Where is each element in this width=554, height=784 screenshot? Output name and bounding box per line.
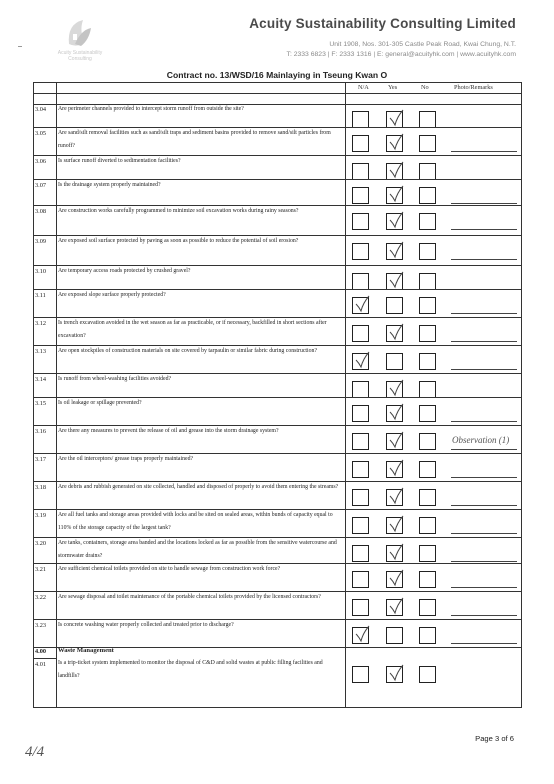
section-number: 4.00: [35, 648, 47, 655]
checkbox-na[interactable]: [352, 187, 369, 204]
question-text: Are open stockpiles of construction materials on site covered by tarpaulin or similar fabric during construction?: [58, 348, 318, 354]
checkbox-na[interactable]: [352, 213, 369, 230]
tick-mark-icon: [388, 379, 404, 397]
tick-mark-icon: [354, 625, 370, 643]
tick-mark-icon: [388, 323, 404, 341]
row-number: 3.19: [35, 512, 47, 519]
row-number: 3.18: [35, 484, 47, 491]
col-divider: [56, 82, 57, 708]
question-text: Are exposed slope surface properly protected?: [58, 292, 166, 298]
remarks-line[interactable]: [451, 259, 517, 260]
handwritten-page-count: 4/4: [25, 744, 45, 760]
question-text: Are tanks, containers, storage area banded and the locations locked as far as possible from the sensitive watercourse and stormwater drains?: [58, 540, 337, 559]
question-text: Are all fuel tanks and storage areas provided with locks and be sited on sealed areas, within bunds of capacity equal to 110% of the storage capacity of the largest tank?: [58, 512, 333, 531]
question-text: Is runoff from wheel-washing facilities avoided?: [58, 376, 172, 382]
checkbox-no[interactable]: [419, 433, 436, 450]
remarks-line[interactable]: [451, 505, 517, 506]
checkbox-yes[interactable]: [386, 243, 403, 260]
checkbox-no[interactable]: [419, 599, 436, 616]
row-number: 4.01: [35, 661, 47, 668]
checkbox-no[interactable]: [419, 571, 436, 588]
tick-mark-icon: [388, 211, 404, 229]
checkbox-no[interactable]: [419, 213, 436, 230]
checkbox-yes[interactable]: [386, 325, 403, 342]
checkbox-yes[interactable]: [386, 433, 403, 450]
checkbox-na[interactable]: [352, 461, 369, 478]
checkbox-na[interactable]: [352, 599, 369, 616]
remarks-line[interactable]: [451, 203, 517, 204]
checkbox-na[interactable]: [352, 405, 369, 422]
col-na: N/A: [358, 84, 369, 91]
tick-mark-icon: [388, 403, 404, 421]
remarks-line[interactable]: [451, 341, 517, 342]
tick-mark-icon: [388, 241, 404, 259]
logo-text: Acuity Sustainability Consulting: [57, 50, 103, 62]
contract-title: Contract no. 13/WSD/16 Mainlaying in Tseung Kwan O: [166, 70, 388, 80]
tick-mark-icon: [388, 271, 404, 289]
tick-mark-icon: [388, 431, 404, 449]
checkbox-no[interactable]: [419, 381, 436, 398]
tick-mark-icon: [354, 351, 370, 369]
checkbox-yes[interactable]: [386, 187, 403, 204]
question-text: Is a trip-ticket system implemented to monitor the disposal of C&D and solid wastes at public filling facilities and landfills?: [58, 660, 323, 679]
col-divider: [345, 82, 346, 708]
tick-mark-icon: [388, 597, 404, 615]
tick-mark-icon: [388, 459, 404, 477]
question-text: Is the drainage system properly maintained?: [58, 182, 161, 188]
tick-mark-icon: [388, 109, 404, 127]
checkbox-no[interactable]: [419, 243, 436, 260]
checkbox-yes[interactable]: [386, 489, 403, 506]
checkbox-na[interactable]: [352, 627, 369, 644]
remarks-line[interactable]: [451, 151, 517, 152]
row-number: 3.07: [35, 182, 47, 189]
checkbox-no[interactable]: [419, 517, 436, 534]
question-text: Are perimeter channels provided to intercept storm runoff from outside the site?: [58, 106, 244, 112]
question-text: Are debris and rubbish generated on site collected, handled and disposed of properly to avoid them entering the streams?: [58, 484, 339, 490]
checkbox-na[interactable]: [352, 163, 369, 180]
row-number: 3.08: [35, 208, 47, 215]
row-number: 3.04: [35, 106, 47, 113]
row-number: 3.11: [35, 292, 46, 299]
checkbox-no[interactable]: [419, 135, 436, 152]
checkbox-yes[interactable]: [386, 545, 403, 562]
checkbox-na[interactable]: [352, 325, 369, 342]
section-title: Waste Management: [58, 647, 114, 654]
checkbox-na[interactable]: [352, 545, 369, 562]
checkbox-yes[interactable]: [386, 666, 403, 683]
question-text: Is concrete washing water properly collected and treated prior to discharge?: [58, 622, 234, 628]
row-number: 3.10: [35, 268, 47, 275]
remarks-line[interactable]: [451, 229, 517, 230]
checkbox-na[interactable]: [352, 111, 369, 128]
row-number: 3.13: [35, 348, 47, 355]
checkbox-no[interactable]: [419, 627, 436, 644]
remarks-line[interactable]: [451, 615, 517, 616]
row-number: 3.16: [35, 428, 47, 435]
row-number: 3.17: [35, 456, 47, 463]
tick-mark-icon: [388, 161, 404, 179]
col-yes: Yes: [388, 84, 398, 91]
checkbox-no[interactable]: [419, 666, 436, 683]
remarks-line[interactable]: [451, 421, 517, 422]
page-number: Page 3 of 6: [475, 734, 514, 743]
row-number: 3.22: [35, 594, 47, 601]
checkbox-yes[interactable]: [386, 353, 403, 370]
remarks-line[interactable]: [451, 533, 517, 534]
checkbox-no[interactable]: [419, 111, 436, 128]
remarks-line[interactable]: [451, 449, 517, 450]
checkbox-na[interactable]: [352, 433, 369, 450]
checklist-table: [33, 82, 522, 708]
checkbox-no[interactable]: [419, 545, 436, 562]
checkbox-na[interactable]: [352, 571, 369, 588]
checkbox-no[interactable]: [419, 273, 436, 290]
checkbox-no[interactable]: [419, 405, 436, 422]
checkbox-na[interactable]: [352, 135, 369, 152]
checkbox-yes[interactable]: [386, 627, 403, 644]
question-text: Are sand/silt removal facilities such as sand/silt traps and sediment basins provided to remove sand/silt particles from runoff?: [58, 130, 331, 149]
margin-mark: [18, 46, 22, 47]
checkbox-na[interactable]: [352, 489, 369, 506]
question-text: Is trench excavation avoided in the wet season as far as practicable, or if necessary, backfilled in short sections after excavation?: [58, 320, 327, 339]
checkbox-no[interactable]: [419, 353, 436, 370]
col-no: No: [421, 84, 429, 91]
row-number: 3.20: [35, 540, 47, 547]
remarks-line[interactable]: [451, 369, 517, 370]
remarks-line[interactable]: [451, 477, 517, 478]
checkbox-yes[interactable]: [386, 111, 403, 128]
checkbox-yes[interactable]: [386, 461, 403, 478]
checkbox-na[interactable]: [352, 243, 369, 260]
checkbox-na[interactable]: [352, 666, 369, 683]
checkbox-na[interactable]: [352, 517, 369, 534]
tick-mark-icon: [388, 515, 404, 533]
question-text: Are exposed soil surface protected by paving as soon as possible to reduce the potential of soil erosion?: [58, 238, 299, 244]
checkbox-yes[interactable]: [386, 517, 403, 534]
checkbox-yes[interactable]: [386, 273, 403, 290]
tick-mark-icon: [388, 133, 404, 151]
checkbox-no[interactable]: [419, 461, 436, 478]
tick-mark-icon: [388, 487, 404, 505]
row-number: 3.21: [35, 566, 47, 573]
checkbox-no[interactable]: [419, 187, 436, 204]
question-text: Is oil leakage or spillage prevented?: [58, 400, 142, 406]
row-number: 3.14: [35, 376, 47, 383]
remarks-line[interactable]: [451, 313, 517, 314]
question-text: Are temporary access roads protected by crushed gravel?: [58, 268, 191, 274]
remarks-line[interactable]: [451, 561, 517, 562]
row-number: 3.15: [35, 400, 47, 407]
checkbox-na[interactable]: [352, 381, 369, 398]
tick-mark-icon: [388, 664, 404, 682]
checkbox-yes[interactable]: [386, 405, 403, 422]
row-number: 3.23: [35, 622, 47, 629]
question-text: Are there any measures to prevent the release of oil and grease into the storm drainage system?: [58, 428, 279, 434]
question-text: Are construction works carefully programmed to minimize soil excavation works during rainy seasons?: [58, 208, 299, 214]
checkbox-yes[interactable]: [386, 135, 403, 152]
checkbox-na[interactable]: [352, 353, 369, 370]
checkbox-yes[interactable]: [386, 297, 403, 314]
company-name: Acuity Sustainability Consulting Limited: [249, 16, 516, 31]
row-number: 3.06: [35, 158, 47, 165]
checkbox-no[interactable]: [419, 489, 436, 506]
checkbox-yes[interactable]: [386, 163, 403, 180]
tick-mark-icon: [388, 569, 404, 587]
checkbox-yes[interactable]: [386, 571, 403, 588]
question-text: Are sufficient chemical toilets provided on site to handle sewage from construction work force?: [58, 566, 281, 572]
row-rule: [33, 658, 56, 659]
contact-line: T: 2333 6823 | F: 2333 1316 | E: general@acuityhk.com | www.acuityhk.com: [286, 51, 516, 58]
remarks-line[interactable]: [451, 643, 517, 644]
checkbox-yes[interactable]: [386, 381, 403, 398]
row-number: 3.12: [35, 320, 47, 327]
checkbox-yes[interactable]: [386, 599, 403, 616]
checkbox-no[interactable]: [419, 325, 436, 342]
row-number: 3.09: [35, 238, 47, 245]
tick-mark-icon: [388, 185, 404, 203]
checkbox-no[interactable]: [419, 163, 436, 180]
checkbox-na[interactable]: [352, 297, 369, 314]
col-remarks: Photo/Remarks: [454, 84, 493, 91]
company-address: [287, 40, 516, 60]
row-number: 3.05: [35, 130, 47, 137]
tick-mark-icon: [354, 295, 370, 313]
question-text: Are the oil interceptors/ grease traps properly maintained?: [58, 456, 194, 462]
checkbox-yes[interactable]: [386, 213, 403, 230]
tick-mark-icon: [388, 543, 404, 561]
header-rule: [33, 93, 522, 94]
checkbox-na[interactable]: [352, 273, 369, 290]
question-text: Are sewage disposal and toilet maintenance of the portable chemical toilets provided by the licensed contractors?: [58, 594, 321, 600]
checkbox-no[interactable]: [419, 297, 436, 314]
remarks-line[interactable]: [451, 587, 517, 588]
question-text: Is surface runoff diverted to sedimentation facilities?: [58, 158, 181, 164]
handwritten-remark: Observation (1): [452, 435, 510, 445]
address-line: Unit 1908, Nos. 301-305 Castle Peak Road, Kwai Chung, N.T.: [329, 41, 516, 48]
